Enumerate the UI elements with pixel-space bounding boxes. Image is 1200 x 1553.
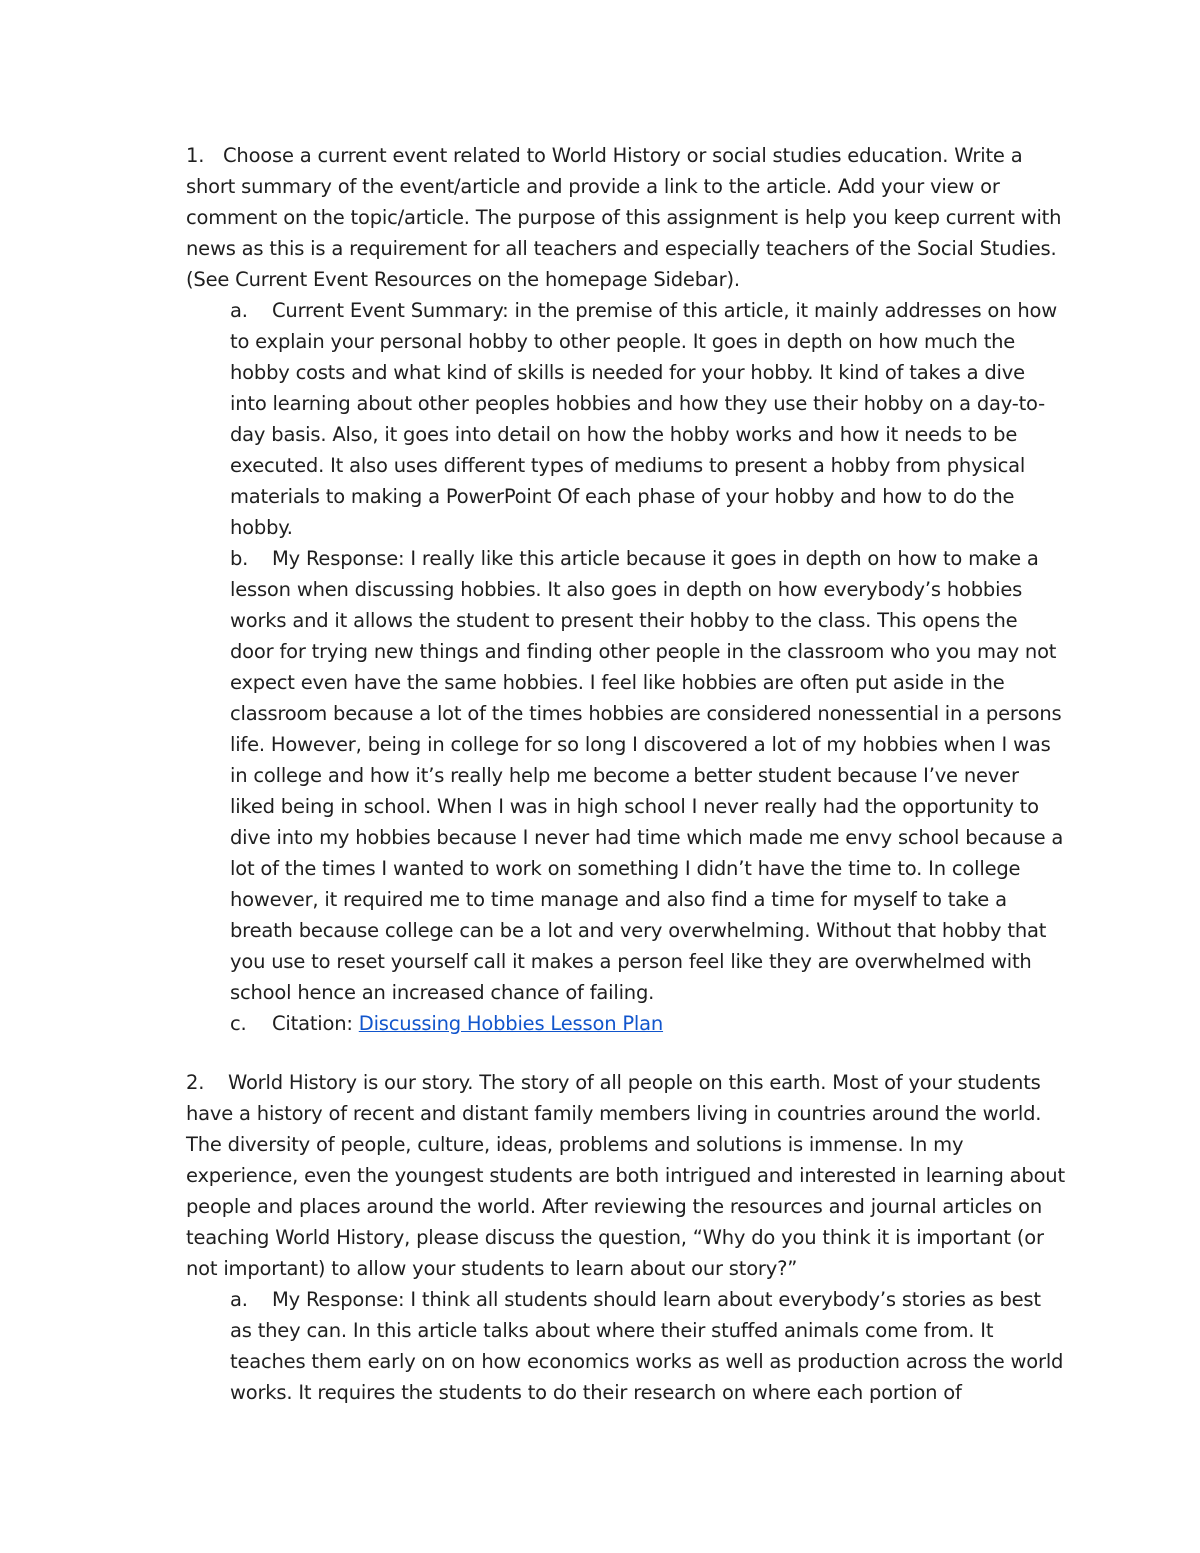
question-1-citation	[230, 1008, 1066, 1039]
question-2-response	[230, 1284, 1066, 1408]
question-2-response-text: My Response: I think all students should learn about everybody’s stories as best as they can. In this article talks about where their stuffed animals come from. It teaches them early on on how economics works as well as production across the world works. It requires the students to do their research on where each portion of	[230, 1288, 1064, 1404]
question-1-text: Choose a current event related to World History or social studies education. Write a short summary of the event/article and provide a link to the article. Add your view or comment on the topic/article. The purpose of this assignment is help you keep current with news as this is a requirement for all teachers and especially teachers of the Social Studies. (See Current Event Resources on the homepage Sidebar).	[186, 144, 1062, 291]
question-1-summary	[230, 295, 1066, 543]
question-2-response-letter: a.	[230, 1288, 248, 1311]
question-1-citation-letter: c.	[230, 1012, 247, 1035]
question-1-response-text: My Response: I really like this article because it goes in depth on how to make a lesson when discussing hobbies. It also goes in depth on how everybody’s hobbies works and it allows the student to present their hobby to the class. This opens the door for trying new things and finding other people in the classroom who you may not expect even have the same hobbies. I feel like hobbies are often put aside in the classroom because a lot of the times hobbies are considered nonessential in a persons life. However, being in college for so long I discovered a lot of my hobbies when I was in college and how it’s really help me become a better student because I’ve never liked being in school. When I was in high school I never really had the opportunity to dive into my hobbies because I never had time which made me envy school because a lot of the times I wanted to work on something I didn’t have the time to. In college however, it required me to time manage and also find a time for myself to take a breath because college can be a lot and very overwhelming. Without that hobby that you use to reset yourself call it makes a person feel like they are overwhelmed with school hence an increased chance of failing.	[230, 547, 1064, 1004]
citation-label: Citation:	[272, 1012, 353, 1035]
citation-link[interactable]: Discussing Hobbies Lesson Plan	[358, 1012, 664, 1035]
question-2	[186, 1067, 1066, 1284]
question-2-text: World History is our story. The story of all people on this earth. Most of your students have a history of recent and distant family members living in countries around the world. The diversity of people, culture, ideas, problems and solutions is immense. In my experience, even the youngest students are both intrigued and interested in learning about people and places around the world. After reviewing the resources and journal articles on teaching World History, please discuss the question, “Why do you think it is important (or not important) to allow your students to learn about our story?”	[186, 1071, 1065, 1280]
question-1-response-letter: b.	[230, 547, 249, 570]
question-1-summary-text: Current Event Summary: in the premise of this article, it mainly addresses on how to explain your personal hobby to other people. It goes in depth on how much the hobby costs and what kind of skills is needed for your hobby. It kind of takes a dive into learning about other peoples hobbies and how they use their hobby on a day-to-day basis. Also, it goes into detail on how the hobby works and how it needs to be executed. It also uses different types of mediums to present a hobby from physical materials to making a PowerPoint Of each phase of your hobby and how to do the hobby.	[230, 299, 1057, 539]
question-1-summary-letter: a.	[230, 299, 248, 322]
question-1-number: 1.	[186, 144, 205, 167]
question-2-number: 2.	[186, 1071, 205, 1094]
question-1-response	[230, 543, 1066, 1008]
question-1	[186, 140, 1066, 295]
